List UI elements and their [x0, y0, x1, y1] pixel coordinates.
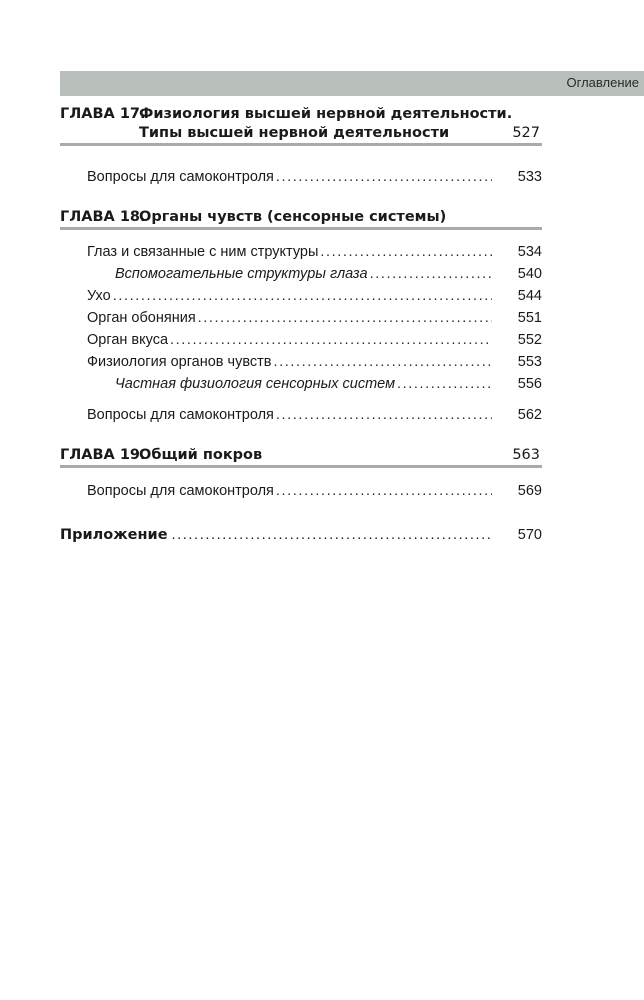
chapter-18-heading[interactable]: [60, 208, 542, 228]
toc-entry-page: 553: [517, 354, 542, 370]
chapter-17-heading[interactable]: [60, 105, 542, 145]
toc-entry-label: Орган вкуса: [87, 332, 169, 348]
toc-entry-page: 533: [517, 169, 542, 185]
dot-leader: [320, 242, 492, 262]
dot-leader: [397, 374, 492, 394]
toc-entry-label: Вопросы для самоконтроля: [87, 407, 274, 423]
running-header-title: Оглавление: [566, 75, 639, 90]
chapter-18-rule: [60, 227, 542, 230]
toc-entry-page: 540: [517, 266, 542, 282]
toc-entry-label: Вспомогательные структуры глаза: [115, 266, 368, 282]
appendix-label: Приложение: [60, 527, 168, 543]
dot-leader: [198, 308, 492, 328]
toc-entry-label: Орган обоняния: [87, 310, 196, 326]
chapter-number: ГЛАВА 19.: [60, 447, 146, 463]
dot-leader: [172, 525, 492, 545]
dot-leader: [276, 405, 492, 425]
dot-leader: [370, 264, 492, 284]
dot-leader: [276, 167, 492, 187]
toc-entry-label: Глаз и связанные с ним структуры: [87, 244, 319, 260]
chapter-title: Общий покров: [139, 447, 263, 463]
toc-entry-page: 551: [517, 310, 542, 326]
dot-leader: [170, 330, 492, 350]
chapter-title: Органы чувств (сенсорные системы): [139, 209, 447, 225]
chapter-title-line2: Типы высшей нервной деятельности: [139, 125, 450, 141]
toc-entry-label: Ухо: [87, 288, 111, 304]
dot-leader: [273, 352, 492, 372]
dot-leader: [276, 481, 492, 501]
chapter-page: 527: [512, 125, 540, 141]
chapter-number: ГЛАВА 18.: [60, 209, 146, 225]
toc-entry-page: 569: [517, 483, 542, 499]
toc-entry-page: 556: [517, 376, 542, 392]
toc-entry-label: Вопросы для самоконтроля: [87, 483, 274, 499]
chapter-19-rule: [60, 465, 542, 468]
toc-entry[interactable]: [87, 242, 542, 262]
chapter-page: 563: [512, 447, 540, 463]
toc-entry-page: 552: [517, 332, 542, 348]
toc-entry[interactable]: [87, 481, 542, 501]
chapter-number: ГЛАВА 17.: [60, 106, 146, 122]
toc-entry-page: 562: [517, 407, 542, 423]
toc-entry[interactable]: [87, 167, 542, 187]
toc-entry-label: Вопросы для самоконтроля: [87, 169, 274, 185]
running-header-bar: [60, 71, 644, 96]
toc-subentry[interactable]: [115, 264, 542, 284]
chapter-19-heading[interactable]: [60, 446, 542, 466]
toc-entry[interactable]: [87, 286, 542, 306]
chapter-17-rule: [60, 143, 542, 146]
toc-entry-label: Частная физиология сенсорных систем: [115, 376, 396, 392]
toc-entry-page: 534: [517, 244, 542, 260]
toc-entry[interactable]: [87, 308, 542, 328]
chapter-title: Физиология высшей нервной деятельности.: [139, 106, 513, 122]
toc-entry[interactable]: [87, 405, 542, 425]
toc-entry[interactable]: [87, 352, 542, 372]
appendix-page: 570: [517, 527, 542, 543]
dot-leader: [113, 286, 492, 306]
toc-entry-page: 544: [517, 288, 542, 304]
toc-entry[interactable]: [87, 330, 542, 350]
toc-entry-label: Физиология органов чувств: [87, 354, 272, 370]
toc-subentry[interactable]: [115, 374, 542, 394]
appendix-entry[interactable]: [60, 525, 542, 545]
